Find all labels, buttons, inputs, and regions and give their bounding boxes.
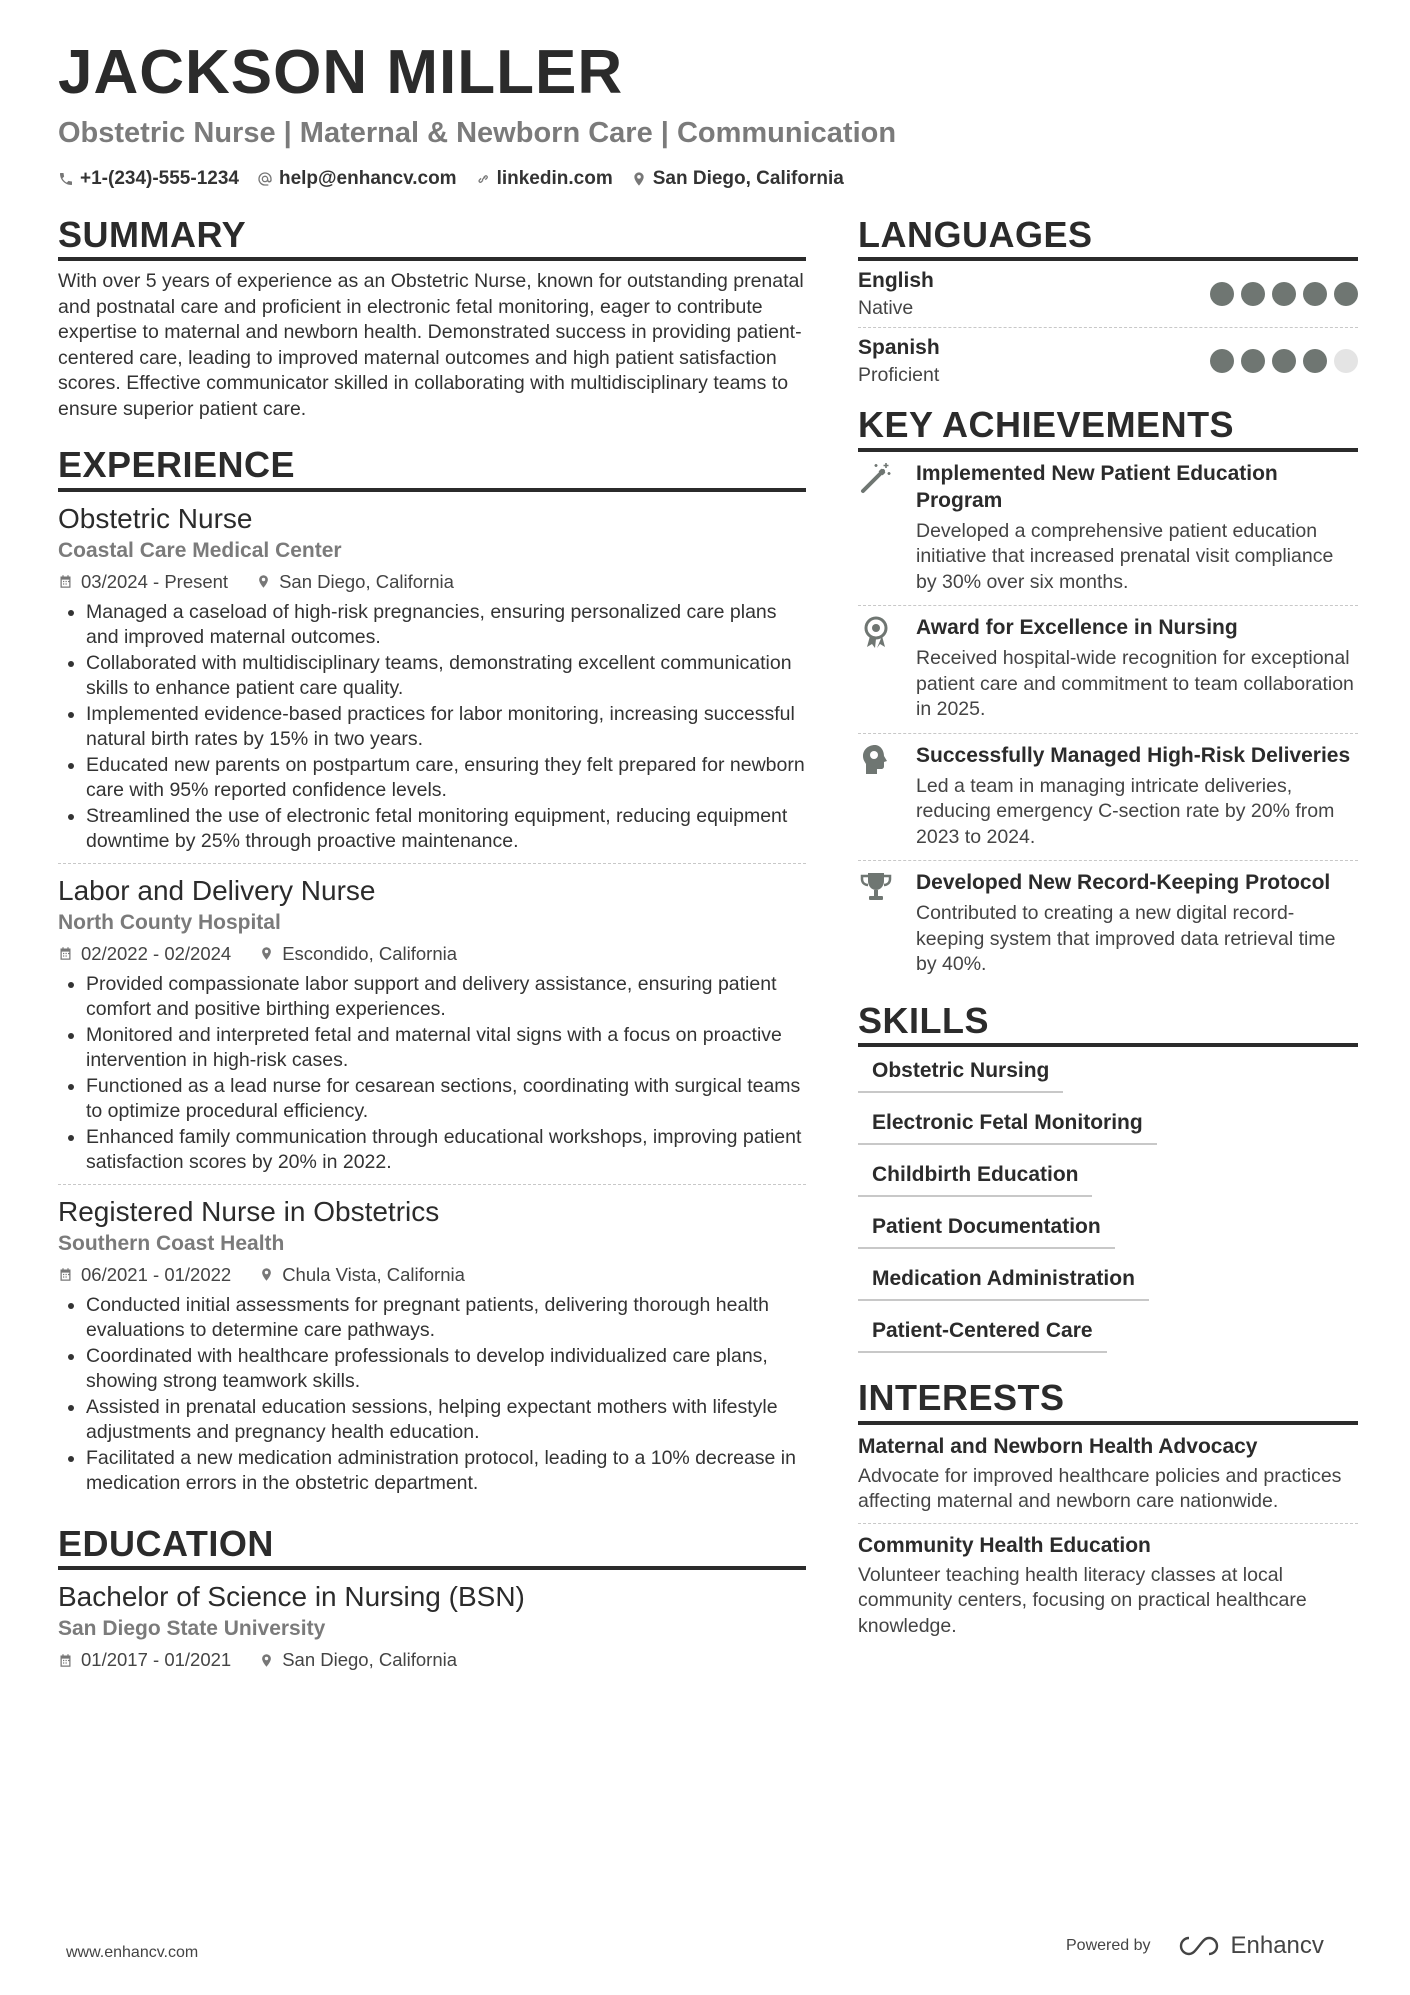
bullet-item: • Facilitated a new medication administration protocol, leading to a 10% decrease in medication errors in the obstetric department. <box>86 1446 806 1497</box>
powered-by-text: Powered by <box>1066 1937 1151 1954</box>
interest-item <box>858 1524 1358 1648</box>
job-bullets <box>58 1293 806 1497</box>
summary-title: SUMMARY <box>58 214 806 261</box>
linkedin-text: linkedin.com <box>496 168 613 189</box>
bullet-item: • Conducted initial assessments for pregnant patients, delivering thorough health evaluations to determine care pathways. <box>86 1293 806 1344</box>
at-sign-icon <box>257 171 273 187</box>
bullet-item: • Enhanced family communication through educational workshops, improving patient satisfaction scores by 20% in 2022. <box>86 1125 806 1176</box>
calendar-icon <box>58 574 73 589</box>
achievement-item <box>858 452 1358 607</box>
achievement-desc: Contributed to creating a new digital record-keeping system that improved data retrieval time by 40%. <box>916 902 1336 976</box>
job-location: Escondido, California <box>282 942 458 964</box>
trophy-icon <box>858 869 898 978</box>
skill-tag: Patient Documentation <box>858 1215 1115 1249</box>
interest-desc: Advocate for improved healthcare policies and practices affecting maternal and newborn care nationwide. <box>858 1464 1342 1513</box>
bullet-item: • Coordinated with healthcare professionals to develop individualized care plans, showing strong teamwork skills. <box>86 1344 806 1395</box>
bullet-item: • Streamlined the use of electronic fetal monitoring equipment, reducing equipment downtime by 25% through proactive maintenance. <box>86 804 806 855</box>
language-rating <box>1210 282 1358 306</box>
language-name: English <box>858 269 934 293</box>
contact-bar <box>58 168 844 190</box>
achievement-desc: Received hospital-wide recognition for exceptional patient care and commitment to team collaboration in 2025. <box>916 647 1354 721</box>
job-dates: 02/2022 - 02/2024 <box>81 942 232 964</box>
achievement-title: Developed New Record-Keeping Protocol <box>916 871 1331 895</box>
brand-name: Enhancv <box>1230 1932 1324 1959</box>
left-column <box>58 214 806 1682</box>
email-text: help@enhancv.com <box>278 168 457 189</box>
location-text: San Diego, California <box>652 168 844 189</box>
bullet-item: • Collaborated with multidisciplinary teams, demonstrating excellent communication skills to enhance patient care quality. <box>86 651 806 702</box>
job-dates: 06/2021 - 01/2022 <box>81 1263 232 1285</box>
degree-title: Bachelor of Science in Nursing (BSN) <box>58 1581 525 1613</box>
achievements-section <box>858 404 1358 987</box>
interest-title: Maternal and Newborn Health Advocacy <box>858 1434 1258 1458</box>
job-dates: 03/2024 - Present <box>81 570 229 592</box>
contact-email[interactable] <box>257 168 457 190</box>
phone-text: +1-(234)-555-1234 <box>80 168 239 189</box>
experience-item <box>58 1185 806 1505</box>
achievement-desc: Led a team in managing intricate deliveries, reducing emergency C-section rate by 20% from 2023 to 2024. <box>916 774 1335 848</box>
achievement-item <box>858 734 1358 862</box>
brain-head-icon <box>858 742 898 851</box>
skill-tag: Childbirth Education <box>858 1163 1092 1197</box>
language-name: Spanish <box>858 336 940 360</box>
skills-list <box>858 1059 1358 1353</box>
calendar-icon <box>58 1267 73 1282</box>
rating-dot-filled <box>1241 282 1265 306</box>
skill-tag: Medication Administration <box>858 1267 1149 1301</box>
job-bullets <box>58 600 806 855</box>
job-title: Obstetric Nurse <box>58 502 253 534</box>
rating-dot-empty <box>1334 349 1358 373</box>
enhancv-logo-icon <box>1177 1934 1221 1958</box>
bullet-item: • Educated new parents on postpartum care, ensuring they felt prepared for newborn care with 95% reported confidence levels. <box>86 753 806 804</box>
interests-title: INTERESTS <box>858 1377 1358 1424</box>
achievement-title: Award for Excellence in Nursing <box>916 616 1238 640</box>
interests-section <box>858 1377 1358 1647</box>
language-level: Native <box>858 297 914 320</box>
rating-dot-filled <box>1303 349 1327 373</box>
right-column <box>858 214 1358 1647</box>
skill-tag: Electronic Fetal Monitoring <box>858 1111 1157 1145</box>
contact-location <box>631 168 844 190</box>
achievement-title: Successfully Managed High-Risk Deliveries <box>916 743 1351 767</box>
education-title: EDUCATION <box>58 1523 806 1570</box>
job-meta <box>58 940 806 968</box>
footer-url[interactable]: www.enhancv.com <box>66 1944 199 1961</box>
summary-text: With over 5 years of experience as an Obstetric Nurse, known for outstanding prenatal and postnatal care and proficient in electronic fetal monitoring, eager to contribute expertise to maternal and newborn health. Demonstrated success in providing patient-centered care, leading to improved maternal outcomes and high patient satisfaction scores. Effective communicator skilled in collaborating with multidisciplinary teams to ensure superior patient care. <box>58 270 804 420</box>
location-pin-icon <box>256 574 271 589</box>
link-icon <box>475 171 491 187</box>
language-item <box>858 328 1358 394</box>
company-name: Coastal Care Medical Center <box>58 538 342 562</box>
location-pin-icon <box>259 946 274 961</box>
experience-section <box>58 444 806 1504</box>
bullet-item: • Managed a caseload of high-risk pregnancies, ensuring personalized care plans and improved maternal outcomes. <box>86 600 806 651</box>
company-name: Southern Coast Health <box>58 1231 285 1255</box>
contact-phone <box>58 168 239 190</box>
achievement-title: Implemented New Patient Education Program <box>916 461 1278 512</box>
rating-dot-filled <box>1210 282 1234 306</box>
candidate-headline: Obstetric Nurse | Maternal & Newborn Care | Communication <box>58 117 897 149</box>
experience-item <box>58 492 806 864</box>
education-location: San Diego, California <box>282 1649 458 1671</box>
education-item <box>58 1570 806 1682</box>
brand-logo[interactable] <box>1177 1932 1324 1960</box>
bullet-item: • Provided compassionate labor support and delivery assistance, ensuring patient comfort and positive birthing experiences. <box>86 972 806 1023</box>
bullet-item: • Monitored and interpreted fetal and maternal vital signs with a focus on proactive intervention in high-risk cases. <box>86 1023 806 1074</box>
school-name: San Diego State University <box>58 1617 326 1641</box>
bullet-item: • Functioned as a lead nurse for cesarean sections, coordinating with surgical teams to optimize procedural efficiency. <box>86 1074 806 1125</box>
skills-title: SKILLS <box>858 1000 1358 1047</box>
bullet-item: • Assisted in prenatal education sessions, helping expectant mothers with lifestyle adjustments and pregnancy health education. <box>86 1395 806 1446</box>
language-level: Proficient <box>858 364 940 387</box>
magic-wand-icon <box>858 460 898 596</box>
skill-tag: Patient-Centered Care <box>858 1319 1107 1353</box>
job-bullets <box>58 972 806 1176</box>
rating-dot-filled <box>1210 349 1234 373</box>
job-title: Registered Nurse in Obstetrics <box>58 1195 440 1227</box>
skills-section <box>858 1000 1358 1353</box>
footer-brand <box>1066 1932 1324 1960</box>
rating-dot-filled <box>1241 349 1265 373</box>
achievement-desc: Developed a comprehensive patient education initiative that increased prenatal visit compliance by 30% over six months. <box>916 519 1334 593</box>
job-title: Labor and Delivery Nurse <box>58 874 376 906</box>
skill-tag: Obstetric Nursing <box>858 1059 1063 1093</box>
summary-section <box>58 214 806 422</box>
job-meta <box>58 1261 806 1289</box>
job-meta <box>58 568 806 596</box>
interest-item <box>858 1425 1358 1524</box>
experience-item <box>58 864 806 1185</box>
interest-desc: Volunteer teaching health literacy classes at local community centers, focusing on practical healthcare knowledge. <box>858 1563 1307 1637</box>
calendar-icon <box>58 1653 73 1668</box>
rating-dot-filled <box>1303 282 1327 306</box>
job-location: Chula Vista, California <box>282 1263 465 1285</box>
award-ribbon-icon <box>858 614 898 723</box>
contact-linkedin[interactable] <box>475 168 613 190</box>
education-meta <box>58 1646 806 1674</box>
education-section <box>58 1523 806 1682</box>
education-dates: 01/2017 - 01/2021 <box>81 1649 232 1671</box>
interest-title: Community Health Education <box>858 1533 1151 1557</box>
language-rating <box>1210 349 1358 373</box>
location-pin-icon <box>631 171 647 187</box>
achievement-item <box>858 606 1358 734</box>
language-item <box>858 261 1358 328</box>
languages-title: LANGUAGES <box>858 214 1358 261</box>
candidate-name: JACKSON MILLER <box>58 38 624 107</box>
rating-dot-filled <box>1272 349 1296 373</box>
location-pin-icon <box>259 1267 274 1282</box>
achievements-title: KEY ACHIEVEMENTS <box>858 404 1358 451</box>
company-name: North County Hospital <box>58 910 281 934</box>
rating-dot-filled <box>1334 282 1358 306</box>
experience-title: EXPERIENCE <box>58 444 806 491</box>
calendar-icon <box>58 946 73 961</box>
phone-icon <box>58 171 74 187</box>
location-pin-icon <box>259 1653 274 1668</box>
rating-dot-filled <box>1272 282 1296 306</box>
achievement-item <box>858 861 1358 988</box>
languages-section <box>858 214 1358 394</box>
job-location: San Diego, California <box>279 570 454 592</box>
bullet-item: • Implemented evidence-based practices for labor monitoring, increasing successful natural birth rates by 15% in two years. <box>86 702 806 753</box>
